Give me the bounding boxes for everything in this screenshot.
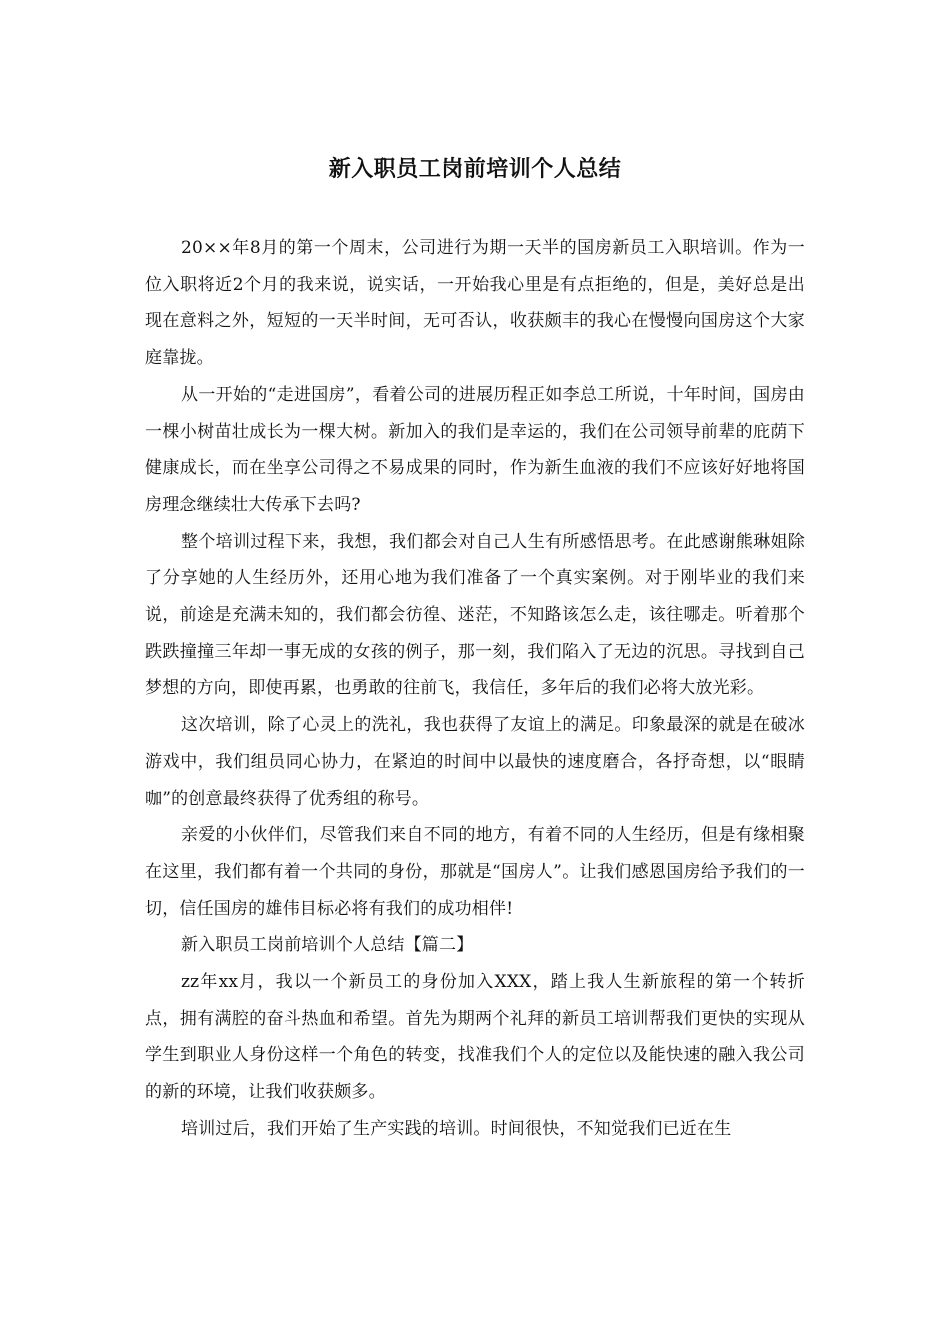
document-title: 新入职员工岗前培训个人总结 <box>328 157 622 182</box>
paragraph-4: 这次培训，除了心灵上的洗礼，我也获得了友谊上的满足。印象最深的就是在破冰游戏中，我们组员同心协力，在紧迫的时间中以最快的速度磨合，各抒奇想，以“眼睛咖”的创意最终获得了优秀组的称号。 <box>145 715 805 809</box>
paragraph-7: 培训过后，我们开始了生产实践的培训。时间很快，不知觉我们已近在生 <box>181 1118 732 1139</box>
section-heading-part-two: 新入职员工岗前培训个人总结【篇二】 <box>181 935 474 956</box>
document-body <box>145 230 805 1148</box>
paragraph-6: zz年xx月，我以一个新员工的身份加入XXX，踏上我人生新旅程的第一个转折点，拥有满腔的奋斗热血和希望。首先为期两个礼拜的新员工培训帮我们更快的实现从学生到职业人身份这样一个角色的转变，找准我们个人的定位以及能快速的融入我公司的新的环境，让我们收获颇多。 <box>145 972 805 1103</box>
paragraph-2: 从一开始的“走进国房”，看着公司的进展历程正如李总工所说，十年时间，国房由一棵小树苗壮成长为一棵大树。新加入的我们是幸运的，我们在公司领导前辈的庇荫下健康成长，而在坐享公司得之不易成果的同时，作为新生血液的我们不应该好好地将国房理念继续壮大传承下去吗? <box>145 384 805 515</box>
paragraph-5: 亲爱的小伙伴们，尽管我们来自不同的地方，有着不同的人生经历，但是有缘相聚在这里，我们都有着一个共同的身份，那就是“国房人”。让我们感恩国房给予我们的一切，信任国房的雄伟目标必将有我们的成功相伴! <box>145 825 805 919</box>
paragraph-3: 整个培训过程下来，我想，我们都会对自己人生有所感悟思考。在此感谢熊琳姐除了分享她的人生经历外，还用心地为我们准备了一个真实案例。对于刚毕业的我们来说，前途是充满未知的，我们都会彷徨、迷茫，不知路该怎么走，该往哪走。听着那个跌跌撞撞三年却一事无成的女孩的例子，那一刻，我们陷入了无边的沉思。寻找到自己梦想的方向，即使再累，也勇敢的往前飞，我信任，多年后的我们必将大放光彩。 <box>145 531 805 699</box>
paragraph-1: 20××年8月的第一个周末，公司进行为期一天半的国房新员工入职培训。作为一位入职将近2个月的我来说，说实话，一开始我心里是有点拒绝的，但是，美好总是出现在意料之外，短短的一天半时间，无可否认，收获颇丰的我心在慢慢向国房这个大家庭靠拢。 <box>145 238 805 369</box>
